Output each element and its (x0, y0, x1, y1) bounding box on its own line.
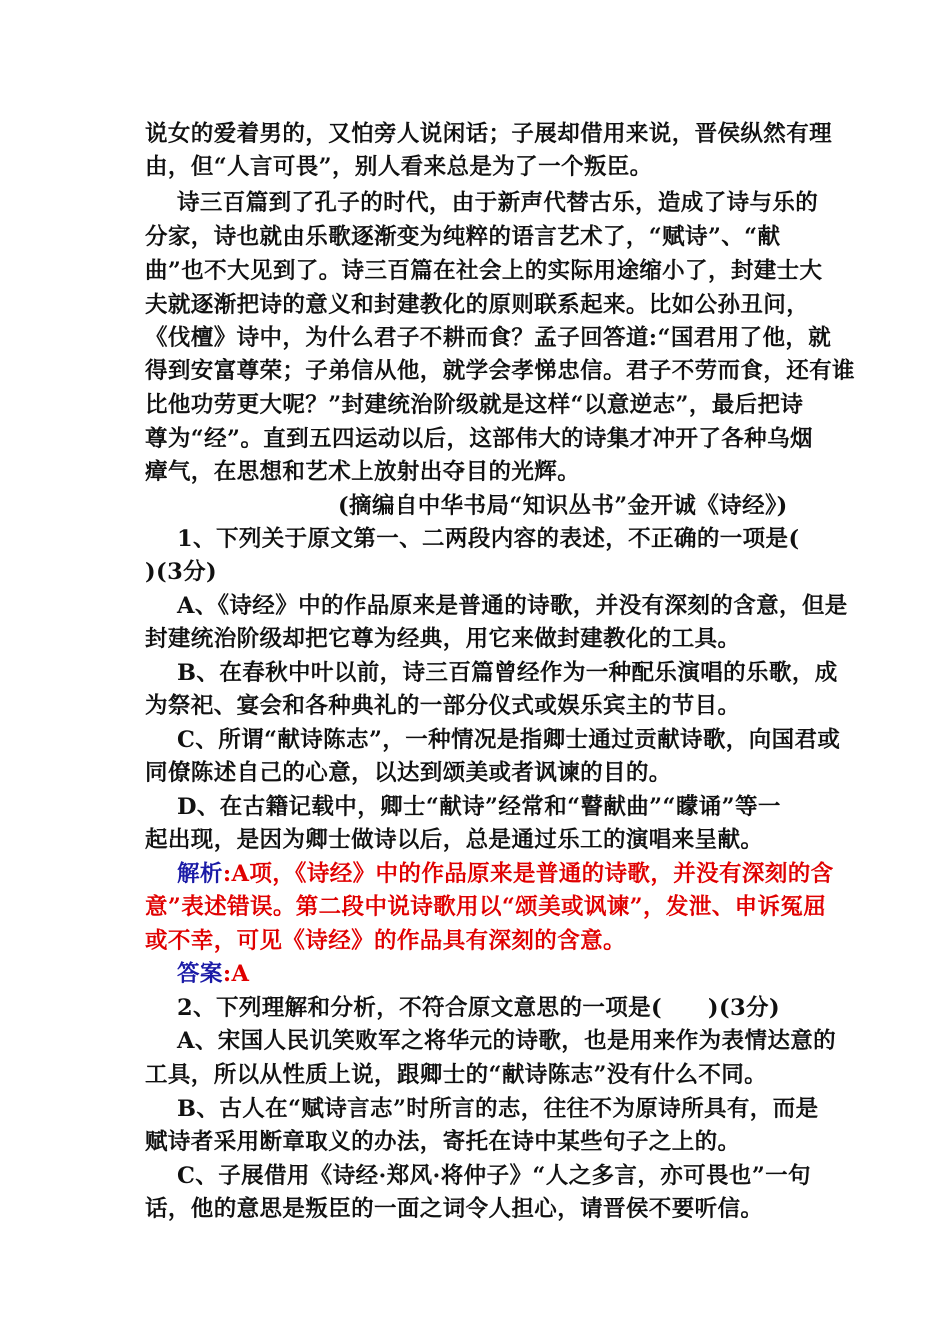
answer-label: 答案 (177, 961, 223, 987)
q1-option-b: 为祭祀、宴会和各种典礼的一部分仪式或娱乐宾主的节目。 (145, 693, 741, 719)
q2-option-a: A、宋国人民讥笑败军之将华元的诗歌，也是用来作为表情达意的 (177, 1028, 837, 1054)
passage-line: 诗三百篇到了孔子的时代，由于新声代替古乐，造成了诗与乐的 (177, 190, 819, 216)
analysis-text: 或不幸，可见《诗经》的作品具有深刻的含意。 (145, 928, 626, 954)
passage-line: 由，但“人言可畏”，别人看来总是为了一个叛臣。 (145, 154, 653, 180)
question-2-stem: 2、下列理解和分析，不符合原文意思的一项是( )(3分) (177, 995, 780, 1021)
q1-option-c: C、所谓“献诗陈志”，一种情况是指卿士通过贡献诗歌，向国君或 (177, 727, 841, 753)
passage-line: 《伐檀》诗中，为什么君子不耕而食？孟子回答道:“国君用了他，就 (145, 325, 832, 351)
analysis-text: 意”表述错误。第二段中说诗歌用以“颂美或讽谏”，发泄、申诉冤屈 (145, 894, 827, 920)
q2-option-b: 赋诗者采用断章取义的办法，寄托在诗中某些句子之上的。 (145, 1129, 741, 1155)
q1-option-c: 同僚陈述自己的心意，以达到颂美或者讽谏的目的。 (145, 760, 672, 786)
analysis-label: 解析 (177, 861, 223, 887)
source-citation: (摘编自中华书局“知识丛书”金开诚《诗经》) (338, 493, 788, 519)
passage-line: 比他功劳更大呢？”封建统治阶级就是这样“以意逆志”，最后把诗 (145, 392, 804, 418)
q2-option-c: 话，他的意思是叛臣的一面之词令人担心，请晋侯不要听信。 (145, 1196, 764, 1222)
q1-analysis (177, 858, 834, 891)
passage-line: 夫就逐渐把诗的意义和封建教化的原则联系起来。比如公孙丑问， (145, 292, 810, 318)
passage-line: 说女的爱着男的，又怕旁人说闲话；子展却借用来说，晋侯纵然有理 (145, 121, 833, 147)
passage-line: 曲”也不大见到了。诗三百篇在社会上的实际用途缩小了，封建士大 (145, 258, 823, 284)
q1-option-d: 起出现，是因为卿士做诗以后，总是通过乐工的演唱来呈献。 (145, 827, 764, 853)
q1-option-a: 封建统治阶级却把它尊为经典，用它来做封建教化的工具。 (145, 626, 741, 652)
q1-option-d: D、在古籍记载中，卿士“献诗”经常和“瞽献曲”“矇诵”等一 (177, 794, 781, 820)
passage-line: 瘴气，在思想和艺术上放射出夺目的光辉。 (145, 459, 581, 485)
q2-option-c: C、子展借用《诗经·郑风·将仲子》“人之多言，亦可畏也”一句 (177, 1163, 811, 1189)
passage-line: 尊为“经”。直到五四运动以后，这部伟大的诗集才冲开了各种乌烟 (145, 426, 813, 452)
q1-answer (177, 958, 810, 991)
q2-option-b: B、古人在“赋诗言志”时所言的志，往往不为原诗所具有，而是 (177, 1096, 819, 1122)
passage-line: 分家，诗也就由乐歌逐渐变为纯粹的语言艺术了，“赋诗”、“献 (145, 224, 781, 250)
answer-value: :A (222, 961, 250, 987)
q1-option-a: A、《诗经》中的作品原来是普通的诗歌，并没有深刻的含意，但是 (177, 593, 848, 619)
q2-option-a: 工具，所以从性质上说，跟卿士的“献诗陈志”没有什么不同。 (145, 1062, 768, 1088)
question-1-stem: )(3分) (145, 559, 218, 585)
passage-line: 得到安富尊荣；子弟信从他，就学会孝悌忠信。君子不劳而食，还有谁 (145, 358, 855, 384)
question-1-stem: 1、下列关于原文第一、二两段内容的表述，不正确的一项是( (177, 526, 800, 552)
analysis-text: :A项，《诗经》中的作品原来是普通的诗歌，并没有深刻的含 (222, 861, 834, 887)
q1-option-b: B、在春秋中叶以前，诗三百篇曾经作为一种配乐演唱的乐歌，成 (177, 660, 838, 686)
